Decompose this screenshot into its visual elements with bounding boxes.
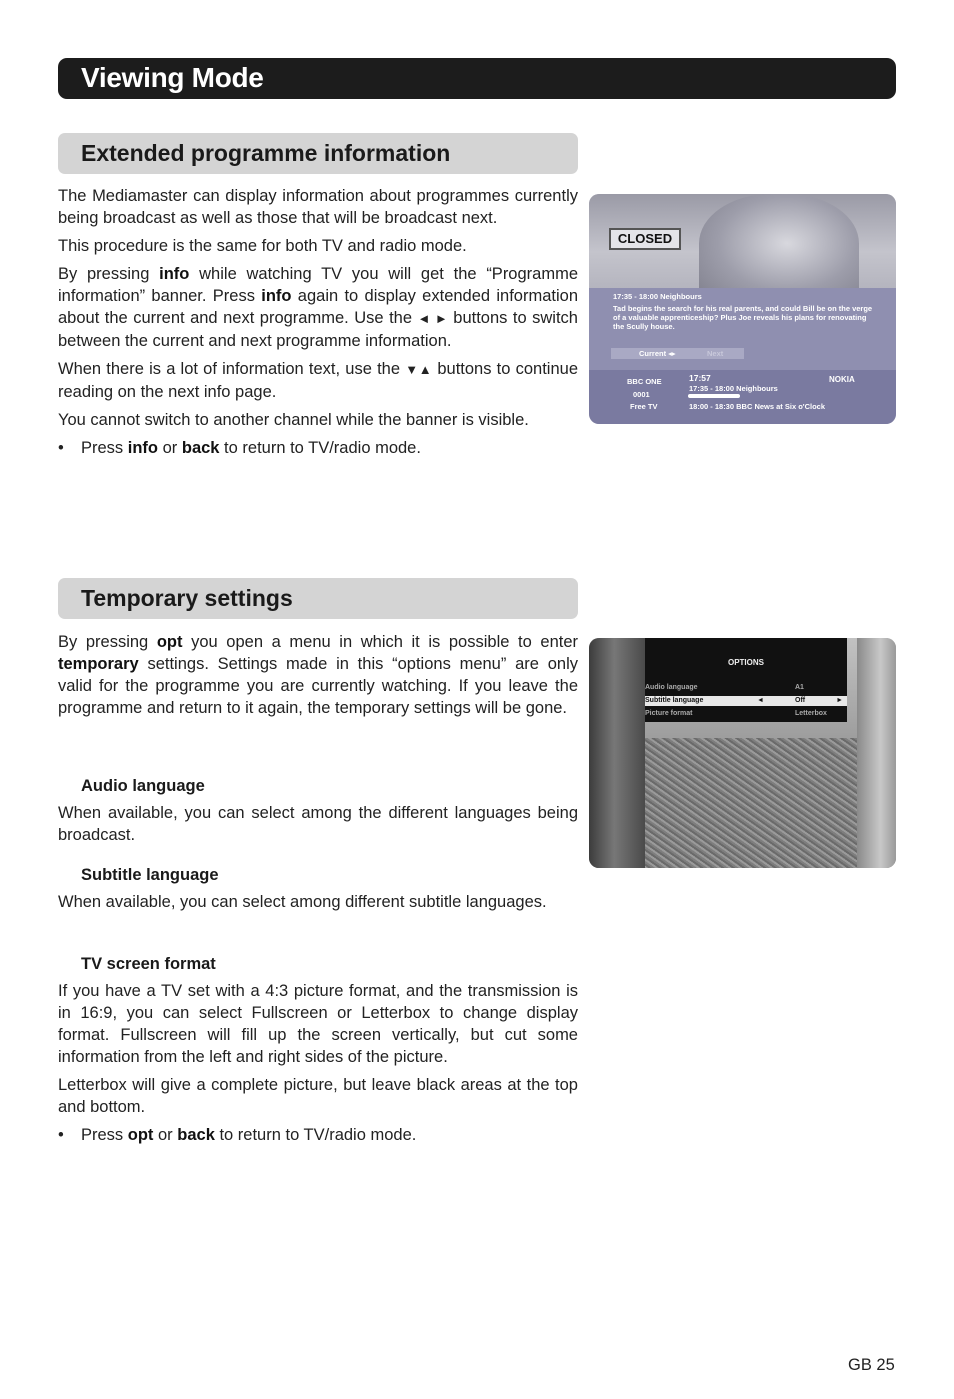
paragraph: The Mediamaster can display information about programmes currently being broadcast as well as those that will be broadcast next.	[58, 187, 578, 227]
text: while watching TV you will get the “Programme information” banner. Press	[58, 265, 578, 305]
channel-type: Free TV	[630, 402, 658, 411]
paragraph	[58, 631, 578, 719]
tab-current: Current ◂▸	[639, 349, 676, 358]
text: Press	[81, 439, 128, 457]
closed-sign: CLOSED	[609, 228, 681, 250]
page-number: GB 25	[848, 1356, 895, 1374]
section-body-temporary-settings	[58, 631, 578, 725]
text: By pressing	[58, 265, 160, 283]
menu-row-subtitle-language	[645, 696, 847, 706]
page-header	[58, 58, 896, 99]
bullet-item	[58, 1124, 578, 1146]
paragraph: When available, you can select among different subtitle languages.	[58, 893, 547, 911]
text: or	[158, 439, 182, 457]
info-key: info	[261, 287, 292, 305]
menu-row-label: Subtitle language	[645, 697, 704, 704]
section-title: Temporary settings	[81, 585, 293, 611]
text: to return to TV/radio mode.	[214, 1126, 417, 1144]
bullet-icon: •	[58, 1126, 64, 1144]
clock: 17:57	[689, 373, 711, 383]
paragraph: When available, you can select among the different languages being broadcast.	[58, 804, 578, 844]
menu-row-label: Audio language	[645, 684, 698, 691]
menu-row-picture-format	[645, 709, 847, 719]
subsection-title: Subtitle language	[81, 866, 219, 884]
section-header-temporary-settings	[58, 578, 578, 619]
menu-row-value: A1	[795, 684, 804, 691]
options-menu-screenshot	[589, 638, 896, 868]
programme-time: 17:35 - 18:00 Neighbours	[613, 292, 702, 301]
menu-row-label: Picture format	[645, 710, 693, 717]
channel-name: BBC ONE	[627, 377, 662, 386]
back-key: back	[177, 1126, 215, 1144]
text: again to display extended information about the current and next programme. Use the	[58, 287, 578, 327]
text: you open a menu in which it is possible to enter	[182, 633, 578, 651]
info-panel	[589, 288, 896, 370]
left-right-arrows-icon: ◄ ►	[417, 311, 448, 326]
text: buttons to continue reading on the next info page.	[58, 360, 579, 401]
menu-row-value: Off	[795, 697, 806, 704]
emphasis: temporary	[58, 655, 139, 673]
menu-title: OPTIONS	[727, 658, 764, 667]
channel-banner	[589, 370, 896, 424]
current-next-tabs	[611, 348, 744, 359]
back-key: back	[181, 439, 220, 457]
paragraph	[58, 358, 578, 403]
menu-row-audio-language	[645, 683, 847, 693]
paragraph: You cannot switch to another channel while the banner is visible.	[58, 411, 529, 429]
tv-picture	[589, 194, 896, 290]
now-programme: 17:35 - 18:00 Neighbours	[689, 384, 778, 393]
text: settings. Settings made in this “options menu” are only valid for the programme you are currently watching. If you leave the programme and return to it again, the temporary settings will be gone.	[58, 655, 578, 717]
text: to return to TV/radio mode.	[219, 439, 421, 457]
subsection-title: TV screen format	[81, 955, 216, 973]
text: buttons to switch between the current and next programme information.	[58, 309, 578, 350]
programme-info-screenshot	[589, 194, 896, 424]
channel-number: 0001	[633, 390, 650, 399]
section-body-extended-info	[58, 185, 578, 465]
programme-description: Tad begins the search for his real parents, and could Bill be on the verge of a valuable apprenticeship? Plus Joe reveals his plans for renovating the Scully house.	[613, 304, 873, 331]
brand-logo: NOKIA	[829, 375, 855, 384]
text: or	[153, 1126, 178, 1144]
menu-row-value: Letterbox	[795, 710, 827, 717]
info-key: info	[127, 439, 159, 457]
screen-format-block	[58, 953, 578, 1152]
options-menu	[645, 638, 847, 722]
tab-next: Next	[707, 349, 724, 358]
next-programme: 18:00 - 18:30 BBC News at Six o'Clock	[689, 402, 826, 411]
text: When there is a lot of information text, use the	[58, 360, 406, 378]
section-title: Extended programme information	[81, 140, 451, 166]
page-title: Viewing Mode	[81, 62, 264, 93]
section-header-extended-info	[58, 133, 578, 174]
programme-progress-bar	[688, 394, 740, 398]
opt-key: opt	[156, 633, 183, 651]
right-arrow-icon: ►	[836, 697, 843, 704]
down-up-arrows-icon: ▼▲	[405, 362, 433, 377]
tree-image	[857, 638, 896, 868]
text: Press	[81, 1126, 128, 1144]
subtitle-language-block	[58, 864, 578, 919]
text: By pressing	[58, 633, 157, 651]
bullet-icon: •	[58, 439, 64, 457]
bullet-item	[58, 437, 578, 459]
opt-key: opt	[127, 1126, 154, 1144]
info-key: info	[159, 265, 190, 283]
paragraph: This procedure is the same for both TV and radio mode.	[58, 237, 467, 255]
tree-trunk-image	[589, 638, 645, 868]
paragraph: Letterbox will give a complete picture, but leave black areas at the top and bottom.	[58, 1076, 578, 1116]
paragraph	[58, 263, 578, 352]
audio-language-block	[58, 775, 578, 852]
paragraph: If you have a TV set with a 4:3 picture format, and the transmission is in 16:9, you can select Fullscreen or Letterbox to change display format. Fullscreen will fill up the screen vertically, but cut some information from the left and right sides of the picture.	[58, 982, 578, 1066]
subsection-title: Audio language	[81, 777, 205, 795]
left-arrow-icon: ◄	[757, 697, 764, 704]
